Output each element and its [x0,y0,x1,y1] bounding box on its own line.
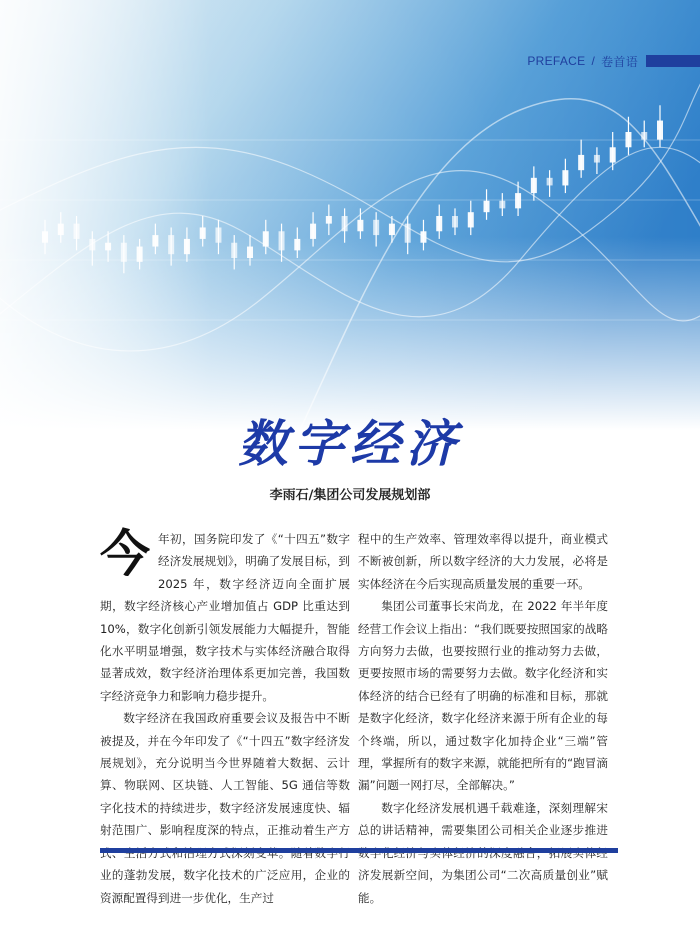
paragraph-2: 数字经济在我国政府重要会议及报告中不断被提及，并在今年印发了《“十四五”数字经济发展规划》，充分说明当今世界随着大数据、云计算、物联网、区块链、人工智能、5G 通信等数字化技术的持续进步，数字经济发展速度快、辐射范围广、影响程度深的特点，正推动着生产方 业的蓬勃发展，数字化技术的广泛应用，企业的资源配置得到进一步优化，生产过 [100,711,350,905]
paragraph-1-text: 年初，国务院印发了《“十四五”数字经济发展规划》，明确了发展目标，到 2025 年，数字经济迈向全面扩展期，数字经济核心产业增加值占 GDP 比重达到 10%，数字化创新引领发展能力大幅提升，智能化水平明显增强，数字技术与实体经济融合取得显著成效，数字经济治理体系更加完善，我国数字经济竞争力和影响力稳步提升。 [100,532,350,703]
paragraph-1 [100,524,350,707]
article-author: 李雨石/集团公司发展规划部 [269,488,431,503]
section-header [527,52,638,70]
section-label-cn: 卷首语 [601,54,638,69]
section-label-en: PREFACE [527,54,586,68]
paragraph-2-continued: 程中的生产效率、管理效率得以提升，商业模式不断被创新，所以数字经济的大力发展，必将是实体经济在今后实现高质量发展的重要一环。 [358,532,608,591]
section-accent-bar [646,55,700,67]
paragraph-3: 集团公司董事长宋尚龙，在 2022 年半年度经营工作会议上指出：“我们既要按照国家的战略方向努力去做，也要按照行业的推动努力去做，更要按照市场的需要努力去做。数字化经济和实体经济的结合已经有了明确的标准和目标，那就是数字化经济，数字化经济来源于所有企业的每个终端，所以，通过数字化加持企业“三端”管理，掌握所有的数字来源，就能把所有的“跑冒滴漏”问题一网打尽，全部解决。” [358,599,608,793]
bottom-rule [100,848,618,853]
paragraph-4: 数字化经济发展机遇千载难逢，深刻理解宋总的讲话精神，需要集团公司相关企业逐步推进 济发展新空间，为集团公司“二次高质量创业”赋能。 [358,800,608,905]
section-separator: / [591,54,596,68]
drop-cap: 今 [100,524,150,583]
article-title: 数字经济 [238,415,462,473]
